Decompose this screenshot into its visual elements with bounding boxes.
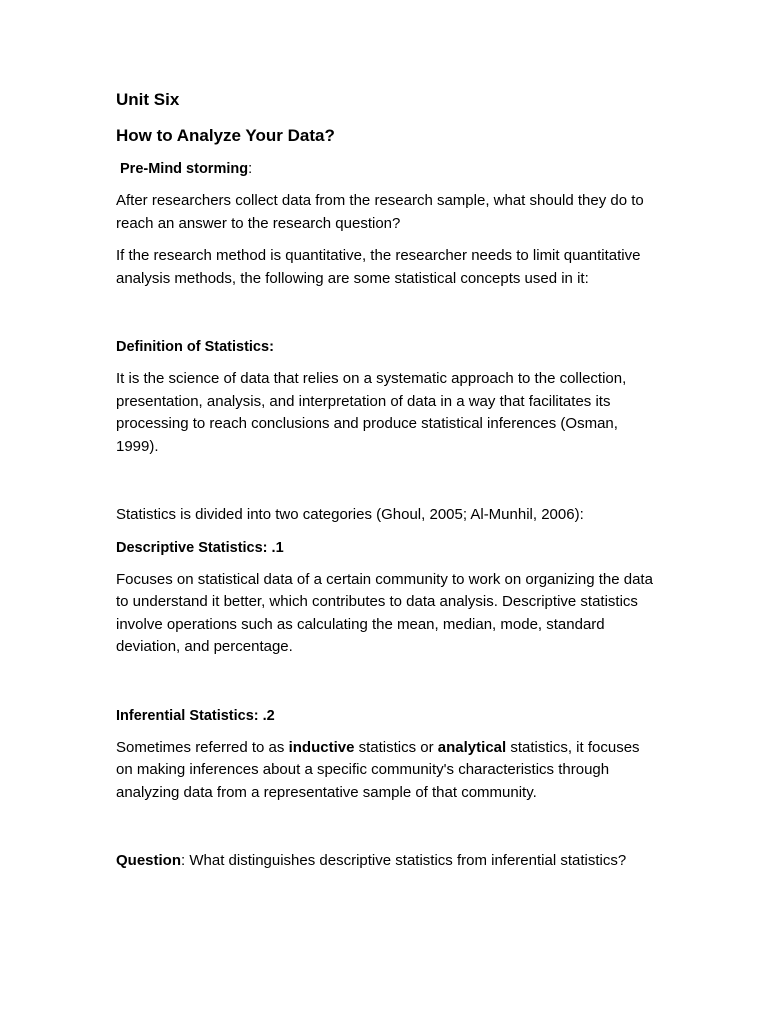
inferential-text [116, 737, 656, 805]
descriptive-text: Focuses on statistical data of a certain community to work on organizing the data to understand it better, which contributes to data analysis. Descriptive statistics involve operations such as calculating the mean, median, mode, standard deviation, and percentage. [116, 570, 653, 655]
inferential-text-part1: Sometimes referred to as [116, 738, 289, 756]
pre-mind-storming-colon: : [248, 161, 253, 177]
definition-text: It is the science of data that relies on a systematic approach to the collection, presentation, analysis, and interpretation of data in a way that facilitates its processing to reach conclusions and produce statistical inferences (Osman, 1999). [116, 370, 627, 455]
pre-mind-storming-line [120, 158, 656, 180]
inferential-text-part2: statistics or [354, 738, 438, 756]
document-body [116, 88, 656, 873]
inductive-term: inductive [288, 738, 355, 756]
question-label: Question [116, 852, 182, 869]
question-text [116, 850, 656, 873]
categories-text: Statistics is divided into two categories (Ghoul, 2005; Al-Munhil, 2006): [116, 506, 584, 523]
inferential-text-part3: statistics, it focuses on making inferences about a specific community's characteristics through analyzing data from a representative sample of that community. [116, 738, 640, 801]
question-body: : What distinguishes descriptive statistics from inferential statistics? [181, 852, 627, 869]
paragraph-quantitative: If the research method is quantitative, the researcher needs to limit quantitative analysis methods, the following are some statistical concepts used in it: [116, 247, 641, 287]
paragraph-collect: After researchers collect data from the research sample, what should they do to reach an answer to the research question? [116, 192, 644, 232]
inferential-heading: Inferential Statistics: .2 [116, 707, 275, 724]
analytical-term: analytical [437, 738, 507, 756]
section-heading: How to Analyze Your Data? [116, 126, 335, 145]
unit-title: Unit Six [116, 90, 180, 109]
definition-heading: Definition of Statistics: [116, 339, 274, 355]
pre-mind-storming-label: Pre-Mind storming [120, 161, 249, 177]
descriptive-heading: Descriptive Statistics: .1 [116, 539, 284, 556]
